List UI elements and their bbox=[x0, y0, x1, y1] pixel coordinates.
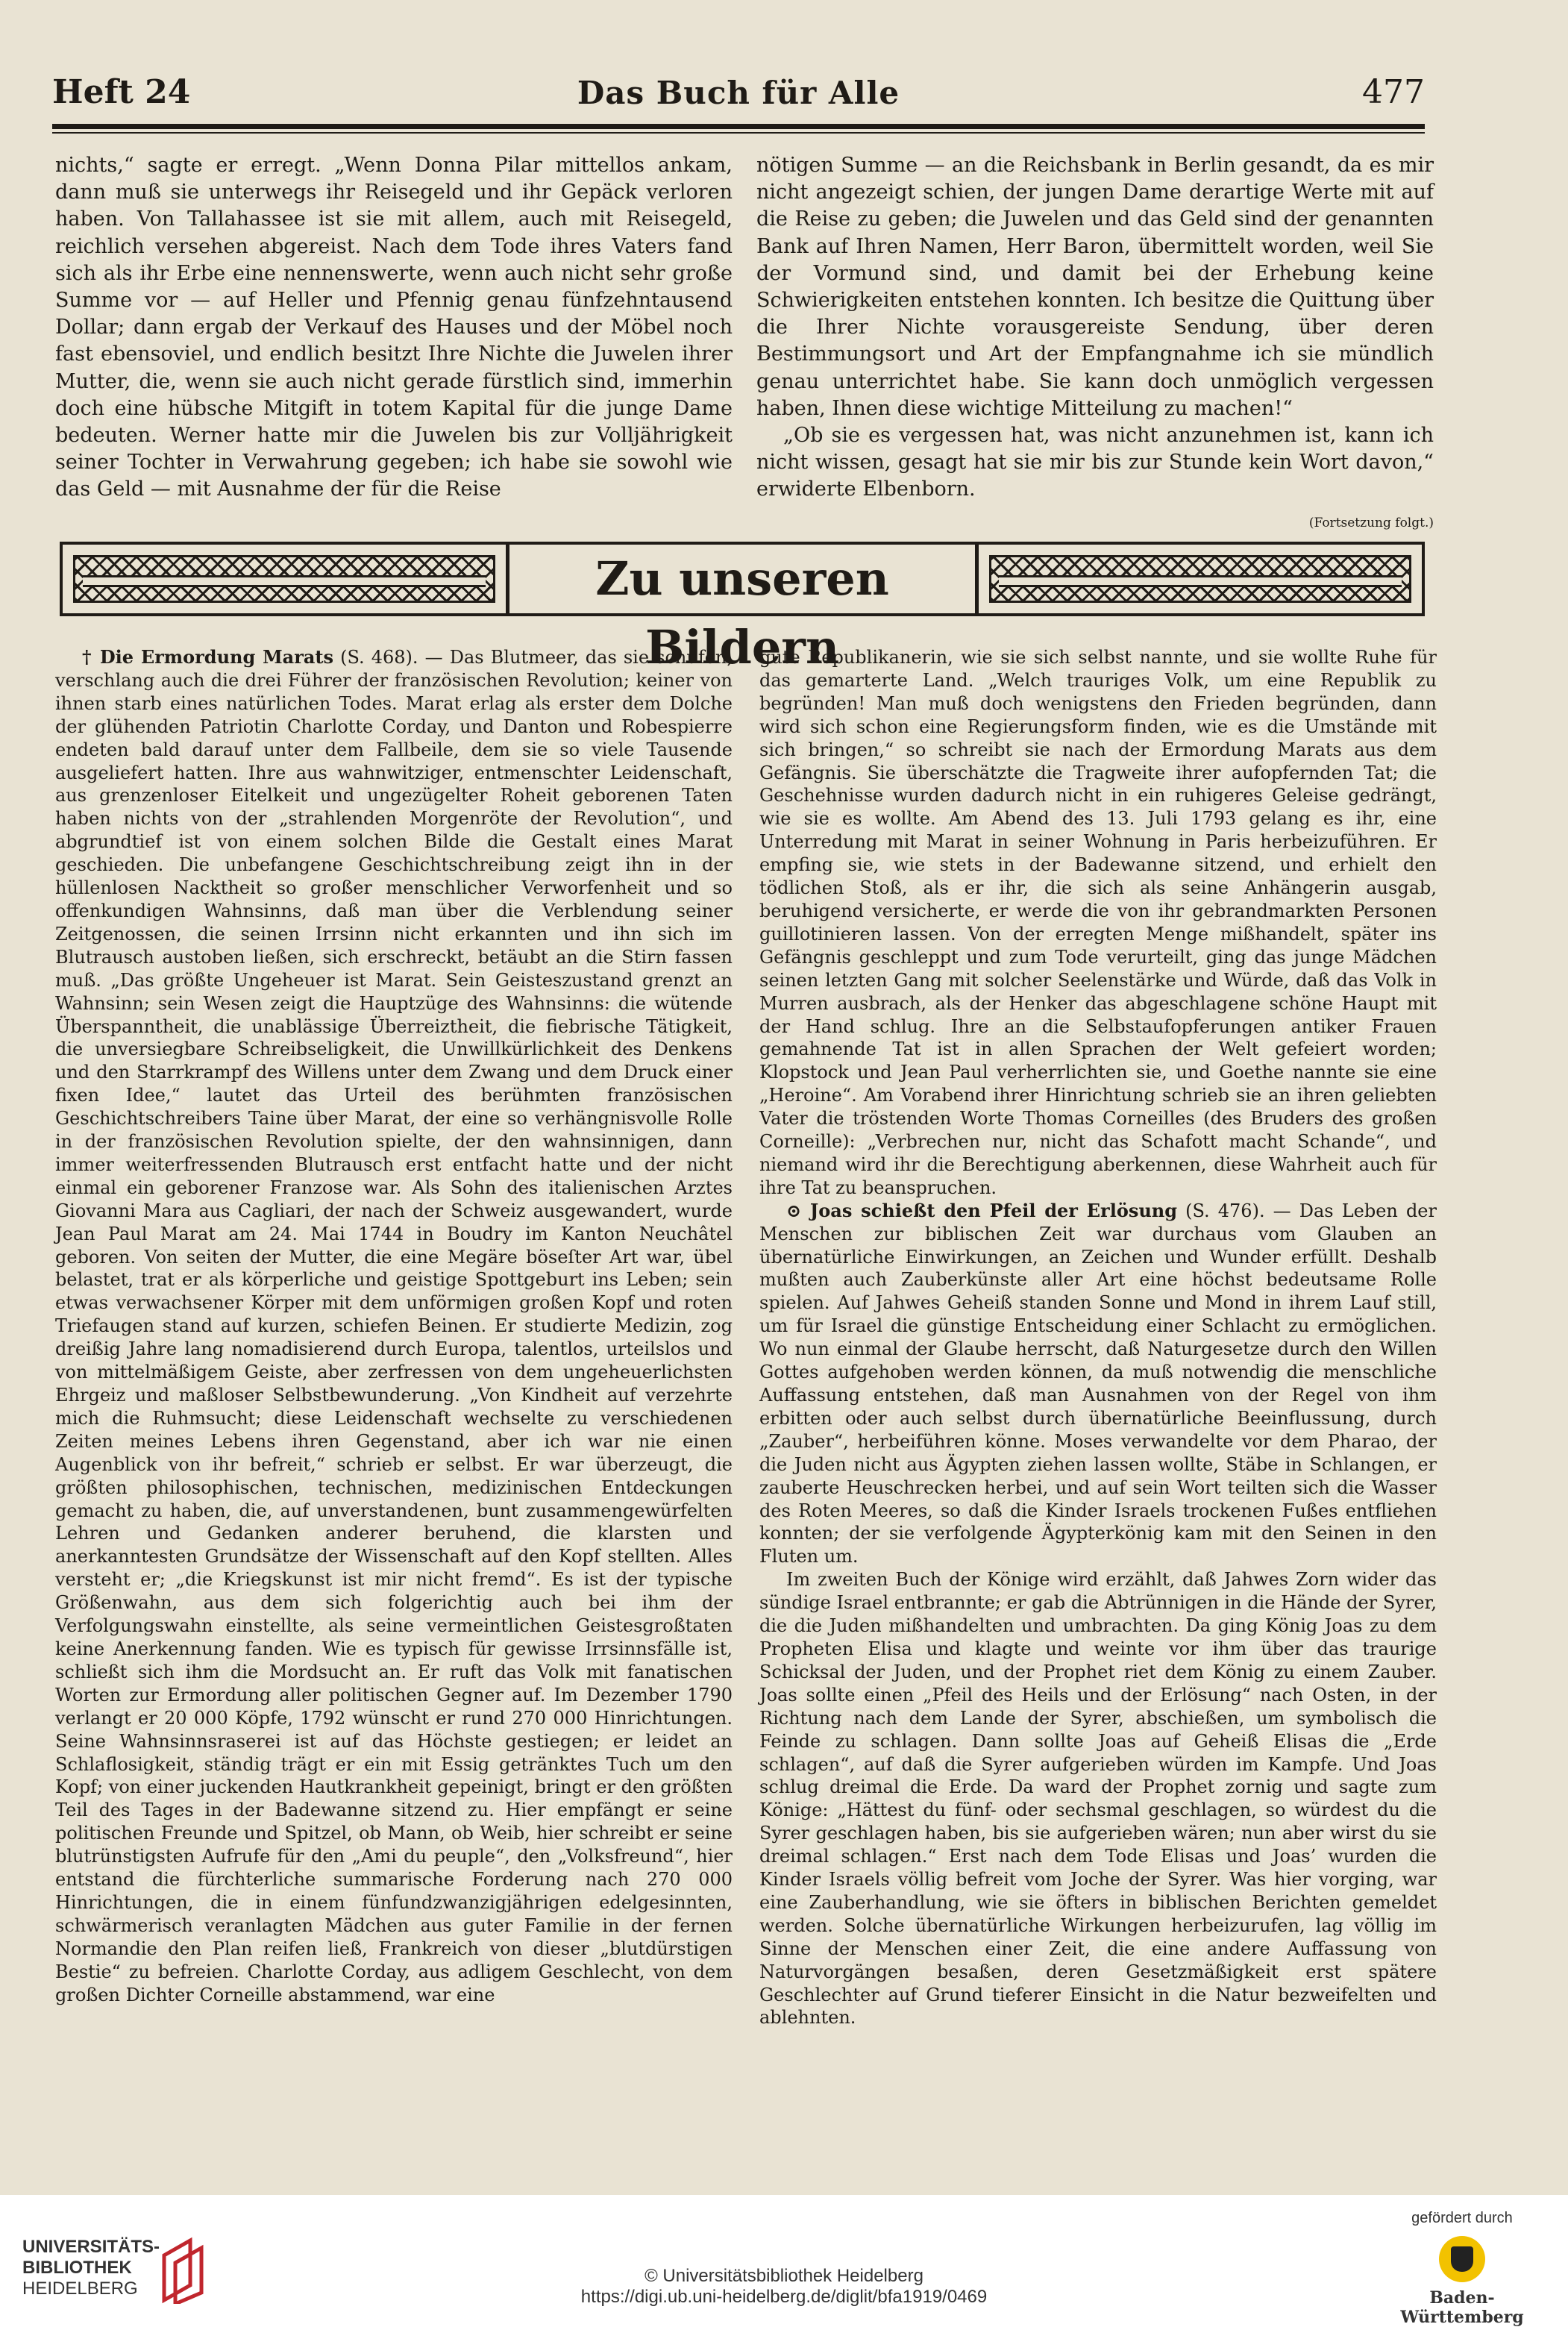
issue-label: Heft 24 bbox=[52, 73, 191, 111]
story-paragraph: nötigen Summe — an die Reichsbank in Berlin gesandt, da es mir nicht angezeigt schien, der jungen Dame derartige Werte mit auf die Reise zu geben; die Juwelen und das Geld sind der genannten Bank auf Ihren Namen, Herr Baron, übermittelt worden, weil Sie der Vormund sind, und damit bei der Erhebung keine Schwierigkeiten entstehen konnten. Ich besitze die Quittung über die Ihrer Nichte vorausgereiste Sendung, über deren Bestimmungsort und Art der Empfangnahme ich sie mündlich genau unterrichtet habe. Sie kann doch unmöglich vergessen haben, Ihnen diese wichtige Mitteilung zu machen!“ bbox=[756, 154, 1434, 420]
funder-name: Baden-Württemberg bbox=[1400, 2288, 1524, 2327]
funded-by-label: gefördert durch bbox=[1411, 2210, 1513, 2226]
article-paragraph bbox=[55, 646, 733, 2006]
article-column-left bbox=[55, 646, 733, 2006]
funder-logo[interactable] bbox=[1373, 2210, 1552, 2327]
story-column-right bbox=[756, 152, 1434, 536]
header-rule bbox=[52, 124, 1425, 134]
viewer-footer bbox=[0, 2195, 1568, 2327]
continuation-note: (Fortsetzung folgt.) bbox=[1308, 515, 1434, 530]
journal-title: Das Buch für Alle bbox=[577, 75, 900, 111]
story-paragraph: „Ob sie es vergessen hat, was nicht anzunehmen ist, kann ich nicht wissen, gesagt hat sie mir bis zur Stunde kein Wort davon,“ erwiderte Elbenborn. bbox=[756, 424, 1434, 501]
story-column-left bbox=[55, 152, 733, 504]
article-heading: ⊙ Joas schießt den Pfeil der Erlösung bbox=[786, 1199, 1178, 1221]
article-paragraph: gute Republikanerin, wie sie sich selbst nannte, und sie wollte Ruhe für das gemarterte Land. „Welch trauriges Volk, um eine Republik zu begründen! Man muß doch wenigstens den Frieden begründen, dann wird sich schon eine Regierungsform finden, wie es die Umstände mit sich bringen,“ so schreibt sie nach der Ermordung Marats aus dem Gefängnis. Sie überschätzte die Tragweite ihrer aufopfernden Tat; die Geschehnisse wurden dadurch nicht in ein ruhigeres Geleise gedrängt, wie sie es wollte. Am Abend des 13. Juli 1793 gelang es ihr, eine Unterredung mit Marat in seiner Wohnung in Paris herbeizuführen. Er empfing sie, wie stets in der Badewanne sitzend, und erhielt den tödlichen Stoß, als er ihr, die sich als seine Anhängerin ausgab, beruhigend versicherte, er werde die von ihr gebrandmarkten Personen guillotinieren lassen. Von der erregten Menge mißhandelt, später ins Gefängnis geschleppt und zum Tode verurteilt, ging das junge Mädchen seinen letzten Gang mit solcher Seelenstärke und Würde, daß das Volk in Murren ausbrach, als der Henker das abgeschlagene schöne Haupt mit der Hand schlug. Ihre an die Selbstaufopferungen antiker Frauen gemahnende Tat ist in allen Sprachen der Welt gefeiert worden; Klopstock und Jean Paul verherrlichten sie, und Goethe nannte sie eine „Heroine“. Am Vorabend ihrer Hinrichtung schrieb sie an ihren geliebten Vater die tröstenden Worte Thomas Corneilles (des Bruders des großen Corneille): „Verbrechen nur, nicht das Schafott macht Schande“, und niemand wird ihr die Berechtigung aberkennen, diese Wahrheit auch für ihre Tat zu beanspruchen. bbox=[759, 647, 1437, 1198]
article-paragraph: Im zweiten Buch der Könige wird erzählt, daß Jahwes Zorn wider das sündige Israel entbrannte; er gab die Abtrünnigen in die Hände der Syrer, die die Juden mißhandelten und umbrachten. Da ging König Joas zu dem Propheten Elisa und klagte und weinte vor ihm über das traurige Schicksal der Juden, und der Prophet riet dem König zu einem Zauber. Joas sollte einen „Pfeil des Heils und der Erlösung“ nach Osten, in der Richtung nach dem Lande der Syrer, abschießen, um symbolisch die Feinde zu schlagen. Dann sollte Joas auf Geheiß Elisas die „Erde schlagen“, auf daß die Syrer aufgerieben würden im Kampfe. Und Joas schlug dreimal die Erde. Da ward der Prophet zornig und sagte zum Könige: „Hättest du fünf- oder sechsmal geschlagen, so würdest du die Syrer geschlagen haben, bis sie aufgerieben wären; nun aber wirst du sie dreimal schlagen.“ Erst nach dem Tode Elisas und Joas’ wurden die Kinder Israels völlig befreit vom Joche der Syrer. Was hier vorging, war eine Zauberhandlung, wie sie öfters in biblischen Berichten gemeldet werden. Solche übernatürliche Wirkungen herbeizurufen, lag völlig im Sinne der Menschen einer Zeit, die eine andere Auffassung von Naturvorgängen besaßen, deren Gesetzmäßigkeit erst spätere Geschlechter auf Grund tieferer Einsicht in die Natur bezweifelten und ablehnten. bbox=[759, 1569, 1437, 2029]
library-name-line: HEIDELBERG bbox=[22, 2279, 138, 2299]
permalink[interactable]: https://digi.ub.uni-heidelberg.de/diglit/bfa1919/0469 bbox=[580, 2287, 988, 2307]
copyright-text: © Universitätsbibliothek Heidelberg bbox=[645, 2266, 923, 2286]
ornament-left bbox=[73, 555, 495, 603]
library-name-line: UNIVERSITÄTS- bbox=[22, 2237, 160, 2257]
copyright-block bbox=[0, 2266, 1568, 2308]
page-header bbox=[52, 73, 1425, 118]
article-column-right bbox=[759, 646, 1437, 2029]
article-text: (S. 476). — Das Leben der Menschen zur biblischen Zeit war durchaus vom Glauben an übernatürliche Einwirkungen, an Zeichen und Wunder erfüllt. Deshalb mußten auch Zauberkünste aller Art eine höchst bedeutsame Rolle spielen. Auf Jahwes Geheiß standen Sonne und Mond in ihrem Lauf still, um für Israel die günstige Entscheidung einer Schlacht zu ermöglichen. Wo nun einmal der Glaube herrscht, daß Naturgesetze durch den Willen Gottes aufgehoben werden können, da muß notwendig die menschliche Auffassung entstehen, daß man Ausnahmen von der Regel von ihm erbitten oder auch selbst durch übernatürliche Beeinflussung, durch „Zauber“, herbeiführen könne. Moses verwandelte vor dem Pharao, der die Juden nicht aus Ägypten ziehen lassen wollte, Stäbe in Schlangen, er zauberte Heuschrecken herbei, und auf sein Wort teilten sich die Wasser des Roten Meeres, so daß die Kinder Israels trockenen Fußes entfliehen konnten; der sie verfolgende Ägypterkönig kam mit den Seinen in den Fluten um. bbox=[759, 1200, 1437, 1567]
section-title: Zu unseren Bildern bbox=[506, 545, 979, 613]
article-paragraph bbox=[759, 1200, 1437, 1569]
library-name-line: BIBLIOTHEK bbox=[22, 2258, 132, 2278]
article-heading: † Die Ermordung Marats bbox=[82, 646, 333, 668]
story-paragraph: nichts,“ sagte er erregt. „Wenn Donna Pilar mittellos ankam, dann muß sie unterwegs ihr Reisegeld und ihr Gepäck verloren haben. Von Tallahassee ist sie mit allem, auch mit Reisegeld, reichlich versehen abgereist. Nach dem Tode ihres Vaters fand sich als ihr Erbe eine nennenswerte, wenn auch nicht sehr große Summe vor — auf Heller und Pfennig genau fünfzehntausend Dollar; dann ergab der Verkauf des Hauses und der Möbel noch fast ebensoviel, und endlich besitzt Ihre Nichte die Juwelen ihrer Mutter, die, wenn sie auch nicht gerade fürstlich sind, immerhin doch eine hübsche Mitgift in totem Kapital für die junge Dame bedeuten. Werner hatte mir die Juwelen bis zur Volljährigkeit seiner Tochter in Verwahrung gegeben; ich habe sie sowohl wie das Geld — mit Ausnahme der für die Reise bbox=[55, 154, 733, 501]
ornament-right bbox=[989, 555, 1411, 603]
state-seal-icon bbox=[1439, 2236, 1485, 2282]
page-number: 477 bbox=[1362, 73, 1425, 111]
article-text: (S. 468). — Das Blutmeer, das sie schufen, verschlang auch die drei Führer der französischen Revolution; keiner von ihnen starb eines natürlichen Todes. Marat erlag als erster dem Dolche der glühenden Patriotin Charlotte Corday, und Danton und Robespierre endeten bald darauf unter dem Fallbeile, dem sie so viele Tausende ausgeliefert hatten. Ihre aus wahnwitziger, entmenschter Leidenschaft, aus grenzenloser Eitelkeit und ungezügelter Roheit geborenen Taten haben nichts von der „strahlenden Morgenröte der Revolution“, und abgrundtief ist von einem solchen Bilde die Gestalt eines Marat geschieden. Die unbefangene Geschichtschreibung zeigt ihn in der hüllenlosen Nacktheit so großer menschlicher Verworfenheit und so offenkundigen Wahnsinns, daß man über die Verblendung seiner Zeitgenossen, die seinen Irrsinn nicht erkannten und ihn sich im Blutrausch austoben ließen, sich erschreckt, betäubt an die Stirn fassen muß. „Das größte Ungeheuer ist Marat. Sein Geisteszustand grenzt an Wahnsinn; sein Wesen zeigt die Hauptzüge des Wahnsinns: die wütende Überspanntheit, die unablässige Überreiztheit, die fiebrische Tätigkeit, die unversiegbare Schreibseligkeit, die Unwillkürlichkeit des Denkens und den Starrkrampf des Willens unter dem Zwang und dem Druck einer fixen Idee,“ lautet das Urteil des berühmten französischen Geschichtschreibers Taine über Marat, der eine so verhängnisvolle Rolle in der französischen Revolution spielte, der den wahnsinnigen, dann immer weiterfressenden Blutrausch erst entfacht hatte und der nicht einmal ein geborener Franzose war. Als Sohn des italienischen Arztes Giovanni Mara aus Cagliari, der nach der Schweiz ausgewandert, wurde Jean Paul Marat am 24. Mai 1744 in Boudry im Kanton Neuchâtel geboren. Von seiten der Mutter, die eine Megäre böseſter Art war, übel belastet, trat er als körperliche und geistige Spottgeburt ins Leben; sein etwas verwachsener Körper mit dem unförmigen großen Kopf und roten Triefaugen stand auf kurzen, schiefen Beinen. Er studierte Medizin, zog dreißig Jahre lang nomadisierend durch Europa, talentlos, urteilslos und von mittelmäßigem Geiste, aber zerfressen von dem ungeheuerlichsten Ehrgeiz und maßloser Selbstbewunderung. „Von Kindheit auf verzehrte mich die Ruhmsucht; diese Leidenschaft wechselte zu verschiedenen Zeiten meines Lebens ihren Gegenstand, aber ich war nie einen Augenblick von ihr befreit,“ schrieb er selbst. Er war überzeugt, die größten philosophischen, technischen, medizinischen Entdeckungen gemacht zu haben, die, auf unverstandenen, bunt zusammengewürfelten Lehren und Gedanken anderer beruhend, die klarsten und anerkanntesten Grundsätze der Wissenschaft auf den Kopf stellten. Alles versteht er; „die Kriegskunst ist mir nicht fremd“. Es ist der typische Größenwahn, aus dem sich folgerichtig auch bei ihm der Verfolgungswahn einstellte, als seine vermeintlichen Geistesgroßtaten keine Anerkennung fanden. Wie es typisch für gewisse Irrsinnsfälle ist, schließt sich ihm die Mordsucht an. Er ruft das Volk mit fanatischen Worten zur Ermordung aller politischen Gegner auf. Im Dezember 1790 verlangt er 20 000 Köpfe, 1792 wünscht er rund 270 000 Hinrichtungen. Seine Wahnsinnsraserei ist auf das Höchste gestiegen; er leidet an Schlaflosigkeit, ständig trägt er ein mit Essig getränktes Tuch um den Kopf; von einer juckenden Hautkrankheit gepeinigt, bringt er den größten Teil des Tages in der Badewanne sitzend zu. Hier empfängt er seine politischen Freunde und Spitzel, ob Mann, ob Weib, hier schreibt er seine blutrünstigsten Aufrufe für den „Ami du peuple“, den „Volksfreund“, hier entstand die fürchterliche summarische Forderung nach 270 000 Hinrichtungen, die in einem fünfundzwanzigjährigen edelgesinnten, schwärmerisch veranlagten Mädchen aus guter Familie in der fernen Normandie den Plan reifen ließ, Frankreich von dieser „blutdürstigen Bestie“ zu befreien. Charlotte Corday, aus adligem Geschlecht, von dem großen Dichter Corneille abstammend, war eine bbox=[55, 647, 733, 2005]
